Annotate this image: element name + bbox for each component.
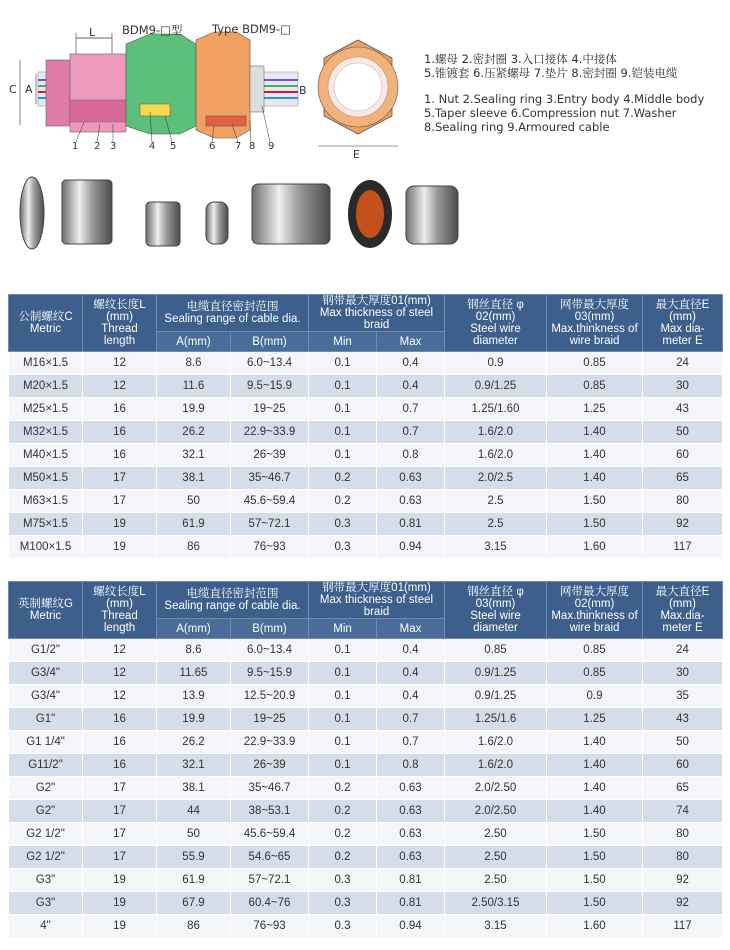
table-cell: 67.9 <box>157 892 231 915</box>
table-cell: G2 1/2" <box>9 823 83 846</box>
table-body <box>9 639 723 938</box>
table-cell: 26.2 <box>157 421 231 444</box>
table-cell: M100×1.5 <box>9 536 83 559</box>
part-photo-compression-nut <box>252 184 330 244</box>
table-row <box>9 421 723 444</box>
part-number-6: 6 <box>209 141 216 152</box>
table-cell: 0.63 <box>377 467 445 490</box>
table-cell: 54.6~65 <box>231 846 309 869</box>
table-cell: 24 <box>643 352 723 375</box>
table-cell: 0.2 <box>309 823 377 846</box>
table-cell: 43 <box>643 398 723 421</box>
table-cell: 35~46.7 <box>231 467 309 490</box>
table-row <box>9 823 723 846</box>
table-row <box>9 352 723 375</box>
dim-label-e: E <box>353 148 360 161</box>
table-cell: 2.0/2.50 <box>445 777 547 800</box>
header-max: Max <box>377 619 445 639</box>
table-cell: 1.50 <box>547 869 643 892</box>
table-cell: 16 <box>83 754 157 777</box>
table-cell: G1/2" <box>9 639 83 662</box>
table-cell: 50 <box>157 823 231 846</box>
table-cell: 0.7 <box>377 708 445 731</box>
table-cell: 57~72.1 <box>231 513 309 536</box>
table-cell: 35~46.7 <box>231 777 309 800</box>
header-sealing-range: 电缆直径密封范围 Sealing range of cable dia. <box>157 582 309 619</box>
table-cell: 16 <box>83 421 157 444</box>
table-row <box>9 800 723 823</box>
table-cell: M16×1.5 <box>9 352 83 375</box>
table-cell: 1.40 <box>547 467 643 490</box>
table-cell: 3.15 <box>445 536 547 559</box>
part-number-7: 7 <box>235 141 242 152</box>
table-cell: 35 <box>643 685 723 708</box>
table-cell: 1.60 <box>547 536 643 559</box>
table-cell: 16 <box>83 398 157 421</box>
table-row <box>9 398 723 421</box>
table-cell: 0.9/1.25 <box>445 375 547 398</box>
table-cell: 61.9 <box>157 513 231 536</box>
table-cell: 0.85 <box>547 662 643 685</box>
header-a: A(mm) <box>157 619 231 639</box>
table-cell: 0.9 <box>547 685 643 708</box>
table-cell: 0.2 <box>309 490 377 513</box>
table-cell: 1.50 <box>547 823 643 846</box>
table-cell: 19~25 <box>231 708 309 731</box>
table-cell: 2.50 <box>445 823 547 846</box>
table-cell: 1.25/1.60 <box>445 398 547 421</box>
table-cell: 55.9 <box>157 846 231 869</box>
table-cell: 0.94 <box>377 915 445 938</box>
table-row <box>9 892 723 915</box>
table-row <box>9 708 723 731</box>
diagram-title-cn: BDM9-□型 <box>122 23 183 37</box>
table-cell: 8.6 <box>157 639 231 662</box>
table-cell: 1.50 <box>547 892 643 915</box>
table-cell: 0.1 <box>309 639 377 662</box>
table-cell: G3" <box>9 869 83 892</box>
table-cell: 17 <box>83 777 157 800</box>
header-wire-diameter: 钢丝直径 φ 03(mm) Steel wire diameter <box>445 582 547 639</box>
table-cell: 12 <box>83 352 157 375</box>
table-cell: 0.3 <box>309 536 377 559</box>
table-cell: 0.4 <box>377 662 445 685</box>
table-cell: 60.4~76 <box>231 892 309 915</box>
legend-en-line: 1. Nut 2.Sealing ring 3.Entry body 4.Middle body <box>424 92 705 106</box>
table-cell: 43 <box>643 708 723 731</box>
table-cell: 86 <box>157 536 231 559</box>
legend-cn <box>424 52 677 80</box>
table-cell: 17 <box>83 467 157 490</box>
header-thread-length: 螺纹长度L (mm) Thread length <box>83 582 157 639</box>
header-max-diameter: 最大直径E (mm) Max.dia- meter E <box>643 582 723 639</box>
table-cell: 19 <box>83 915 157 938</box>
table-cell: 1.40 <box>547 421 643 444</box>
table-cell: 0.2 <box>309 777 377 800</box>
table-cell: M25×1.5 <box>9 398 83 421</box>
part-photo-nut <box>20 177 44 249</box>
legend-en <box>424 92 704 134</box>
table-cell: 60 <box>643 754 723 777</box>
table-row <box>9 490 723 513</box>
table-cell: 6.0~13.4 <box>231 352 309 375</box>
table-cell: 1.25 <box>547 398 643 421</box>
table-row <box>9 444 723 467</box>
table-cell: 38.1 <box>157 467 231 490</box>
part-photo-entry-body <box>62 180 112 244</box>
table-cell: G2" <box>9 800 83 823</box>
table-cell: 0.2 <box>309 467 377 490</box>
header-wire-braid: 网带最大厚度 02(mm) Max.thinkness of wire braid <box>547 582 643 639</box>
table-cell: 19 <box>83 536 157 559</box>
table-cell: 0.1 <box>309 662 377 685</box>
table-cell: 0.8 <box>377 754 445 777</box>
table-row <box>9 869 723 892</box>
table-cell: 0.7 <box>377 398 445 421</box>
table-row <box>9 513 723 536</box>
table-cell: 9.5~15.9 <box>231 662 309 685</box>
table-cell: 92 <box>643 892 723 915</box>
table-cell: 50 <box>643 731 723 754</box>
table-cell: 1.50 <box>547 490 643 513</box>
imperial-thread-table <box>8 581 723 938</box>
table-cell: 0.1 <box>309 685 377 708</box>
table-cell: 0.9/1.25 <box>445 685 547 708</box>
part-photo-sealing-ring <box>348 180 392 248</box>
table-cell: 1.40 <box>547 777 643 800</box>
table-cell: 1.40 <box>547 444 643 467</box>
table-cell: 0.63 <box>377 823 445 846</box>
table-cell: G3/4" <box>9 662 83 685</box>
table-cell: 0.3 <box>309 513 377 536</box>
table-cell: 0.63 <box>377 846 445 869</box>
header-wire-diameter: 钢丝直径 φ 02(mm) Steel wire diameter <box>445 295 547 352</box>
header-min: Min <box>309 619 377 639</box>
table-cell: M50×1.5 <box>9 467 83 490</box>
table-cell: 80 <box>643 490 723 513</box>
header-metric: 公制螺纹C Metric <box>9 295 83 352</box>
table-cell: 12 <box>83 375 157 398</box>
table-cell: 92 <box>643 869 723 892</box>
table-cell: 65 <box>643 467 723 490</box>
part-photo-washer <box>406 186 458 244</box>
table-row <box>9 777 723 800</box>
table-cell: 17 <box>83 800 157 823</box>
legend-cn-line: 5.锥镀套 6.压紧螺母 7.垫片 8.密封圈 9.铠装电缆 <box>424 66 678 80</box>
table-cell: 0.9 <box>445 352 547 375</box>
table-cell: 12 <box>83 662 157 685</box>
table-cell: 50 <box>643 421 723 444</box>
table-cell: 0.1 <box>309 352 377 375</box>
part-number-8: 8 <box>249 141 256 152</box>
table-cell: 0.85 <box>547 375 643 398</box>
table-cell: 26.2 <box>157 731 231 754</box>
table-cell: 22.9~33.9 <box>231 731 309 754</box>
table-cell: 1.6/2.0 <box>445 754 547 777</box>
table-cell: 1.40 <box>547 754 643 777</box>
table-cell: 19 <box>83 892 157 915</box>
table-cell: 19.9 <box>157 708 231 731</box>
dim-label-c: C <box>9 83 17 96</box>
table-cell: 19 <box>83 513 157 536</box>
table-cell: 0.4 <box>377 639 445 662</box>
table-cell: 0.2 <box>309 800 377 823</box>
table-row <box>9 685 723 708</box>
table-cell: 117 <box>643 536 723 559</box>
table-cell: 0.3 <box>309 892 377 915</box>
table-cell: 19~25 <box>231 398 309 421</box>
table-cell: 3.15 <box>445 915 547 938</box>
table-cell: 2.50 <box>445 846 547 869</box>
table-cell: 22.9~33.9 <box>231 421 309 444</box>
table-cell: 0.85 <box>445 639 547 662</box>
table-cell: G1 1/4" <box>9 731 83 754</box>
table-cell: 1.50 <box>547 846 643 869</box>
table-cell: 60 <box>643 444 723 467</box>
dim-label-a: A <box>25 83 33 96</box>
header-braid-thickness: 钢带最大厚度01(mm) Max thickness of steel braid <box>309 295 445 332</box>
table-cell: 19 <box>83 869 157 892</box>
table-cell: 12.5~20.9 <box>231 685 309 708</box>
table-cell: 32.1 <box>157 444 231 467</box>
table-cell: 0.1 <box>309 731 377 754</box>
header-b: B(mm) <box>231 619 309 639</box>
table-cell: 0.1 <box>309 754 377 777</box>
table-cell: 0.94 <box>377 536 445 559</box>
table-cell: 19.9 <box>157 398 231 421</box>
table-cell: M32×1.5 <box>9 421 83 444</box>
table-cell: 24 <box>643 639 723 662</box>
table-cell: 2.50/3.15 <box>445 892 547 915</box>
table-cell: 17 <box>83 490 157 513</box>
table-cell: 26~39 <box>231 754 309 777</box>
table-cell: 0.63 <box>377 490 445 513</box>
part-photo-taper-sleeve <box>206 202 228 244</box>
table-row <box>9 467 723 490</box>
table-cell: 0.63 <box>377 777 445 800</box>
part-number-9: 9 <box>268 141 275 152</box>
table-cell: 76~93 <box>231 915 309 938</box>
table-cell: 0.1 <box>309 375 377 398</box>
table-cell: 76~93 <box>231 536 309 559</box>
header-max: Max <box>377 332 445 352</box>
table-cell: 0.2 <box>309 846 377 869</box>
table-cell: 2.50 <box>445 869 547 892</box>
table-row <box>9 754 723 777</box>
table-cell: 30 <box>643 662 723 685</box>
header-braid-thickness: 钢带最大厚度01(mm) Max thickness of steel braid <box>309 582 445 619</box>
table-cell: 117 <box>643 915 723 938</box>
table-cell: 0.3 <box>309 915 377 938</box>
table-cell: 45.6~59.4 <box>231 490 309 513</box>
part-number-2: 2 <box>94 141 101 152</box>
table-cell: 16 <box>83 444 157 467</box>
table-cell: 2.0/2.5 <box>445 467 547 490</box>
table-cell: 1.6/2.0 <box>445 421 547 444</box>
table-cell: 0.85 <box>547 352 643 375</box>
legend-cn-line: 1.螺母 2.密封圈 3.入口接体 4.中接体 <box>424 52 617 66</box>
table-cell: 26~39 <box>231 444 309 467</box>
table-cell: 0.4 <box>377 685 445 708</box>
table-cell: 16 <box>83 731 157 754</box>
table-cell: 0.81 <box>377 869 445 892</box>
table-cell: 1.60 <box>547 915 643 938</box>
table-cell: 0.4 <box>377 375 445 398</box>
header-wire-braid: 网带最大厚度 03(mm) Max.thinkness of wire braid <box>547 295 643 352</box>
table-cell: 0.1 <box>309 398 377 421</box>
table-cell: 0.9/1.25 <box>445 662 547 685</box>
table-cell: 1.40 <box>547 731 643 754</box>
table-cell: 57~72.1 <box>231 869 309 892</box>
table-cell: 17 <box>83 823 157 846</box>
part-number-4: 4 <box>149 141 156 152</box>
table-row <box>9 731 723 754</box>
table-cell: 0.4 <box>377 352 445 375</box>
table-cell: 0.7 <box>377 731 445 754</box>
table-row <box>9 846 723 869</box>
table-cell: 16 <box>83 708 157 731</box>
header-metric: 英制螺纹G Metric <box>9 582 83 639</box>
table-cell: 0.85 <box>547 639 643 662</box>
product-diagram <box>0 0 730 160</box>
table-cell: 0.3 <box>309 869 377 892</box>
metric-thread-table <box>8 294 723 559</box>
table-cell: 9.5~15.9 <box>231 375 309 398</box>
table-cell: 1.25/1.6 <box>445 708 547 731</box>
table-cell: 50 <box>157 490 231 513</box>
table-cell: 1.25 <box>547 708 643 731</box>
table-body <box>9 352 723 559</box>
header-max-diameter: 最大直径E (mm) Max dia- meter E <box>643 295 723 352</box>
cross-section-drawing <box>0 0 730 160</box>
table-cell: 1.6/2.0 <box>445 444 547 467</box>
table-cell: 11.6 <box>157 375 231 398</box>
table-cell: 32.1 <box>157 754 231 777</box>
parts-photo-strip <box>0 168 730 268</box>
table-cell: 0.1 <box>309 444 377 467</box>
table-cell: 2.5 <box>445 513 547 536</box>
table-cell: 44 <box>157 800 231 823</box>
header-b: B(mm) <box>231 332 309 352</box>
table-cell: M75×1.5 <box>9 513 83 536</box>
table-cell: M40×1.5 <box>9 444 83 467</box>
table-cell: 0.1 <box>309 708 377 731</box>
table-row <box>9 375 723 398</box>
table-cell: G3/4" <box>9 685 83 708</box>
part-number-1: 1 <box>72 141 79 152</box>
table-cell: 0.8 <box>377 444 445 467</box>
table-cell: 0.81 <box>377 513 445 536</box>
table-cell: 2.5 <box>445 490 547 513</box>
part-number-5: 5 <box>170 141 177 152</box>
table-cell: 13.9 <box>157 685 231 708</box>
table-cell: G2 1/2" <box>9 846 83 869</box>
header-thread-length: 螺纹长度L (mm) Thread length <box>83 295 157 352</box>
table-cell: 1.50 <box>547 513 643 536</box>
table-cell: M20×1.5 <box>9 375 83 398</box>
table-cell: 86 <box>157 915 231 938</box>
header-sealing-range: 电缆直径密封范围 Sealing range of cable dia. <box>157 295 309 332</box>
table-cell: 0.1 <box>309 421 377 444</box>
table-cell: 11.65 <box>157 662 231 685</box>
table-cell: 0.63 <box>377 800 445 823</box>
table-row <box>9 662 723 685</box>
dim-label-b: B <box>299 84 307 97</box>
table-cell: 80 <box>643 823 723 846</box>
table-cell: 12 <box>83 639 157 662</box>
table-cell: 6.0~13.4 <box>231 639 309 662</box>
table-cell: 38~53.1 <box>231 800 309 823</box>
dim-label-l: L <box>89 26 96 39</box>
table-cell: 61.9 <box>157 869 231 892</box>
table-cell: G11/2" <box>9 754 83 777</box>
table-cell: 4" <box>9 915 83 938</box>
diagram-title-en: Type BDM9-□ <box>212 22 292 36</box>
table-cell: 74 <box>643 800 723 823</box>
table-row <box>9 915 723 938</box>
part-photo-middle-body <box>146 202 180 246</box>
header-min: Min <box>309 332 377 352</box>
table-cell: 65 <box>643 777 723 800</box>
table-cell: 30 <box>643 375 723 398</box>
table-cell: 0.81 <box>377 892 445 915</box>
table-cell: 17 <box>83 846 157 869</box>
table-cell: 1.6/2.0 <box>445 731 547 754</box>
table-cell: G2" <box>9 777 83 800</box>
table-cell: 92 <box>643 513 723 536</box>
table-cell: G3" <box>9 892 83 915</box>
table-cell: G1" <box>9 708 83 731</box>
table-cell: 8.6 <box>157 352 231 375</box>
table-row <box>9 536 723 559</box>
header-a: A(mm) <box>157 332 231 352</box>
table-cell: 80 <box>643 846 723 869</box>
table-cell: 0.7 <box>377 421 445 444</box>
part-number-3: 3 <box>110 141 117 152</box>
table-cell: 12 <box>83 685 157 708</box>
table-cell: 45.6~59.4 <box>231 823 309 846</box>
legend-en-line: 8.Sealing ring 9.Armoured cable <box>424 120 610 134</box>
legend-en-line: 5.Taper sleeve 6.Compression nut 7.Washer <box>424 106 677 120</box>
table-row <box>9 639 723 662</box>
table-cell: 1.40 <box>547 800 643 823</box>
table-cell: 38.1 <box>157 777 231 800</box>
table-cell: 2.0/2.50 <box>445 800 547 823</box>
table-cell: M63×1.5 <box>9 490 83 513</box>
